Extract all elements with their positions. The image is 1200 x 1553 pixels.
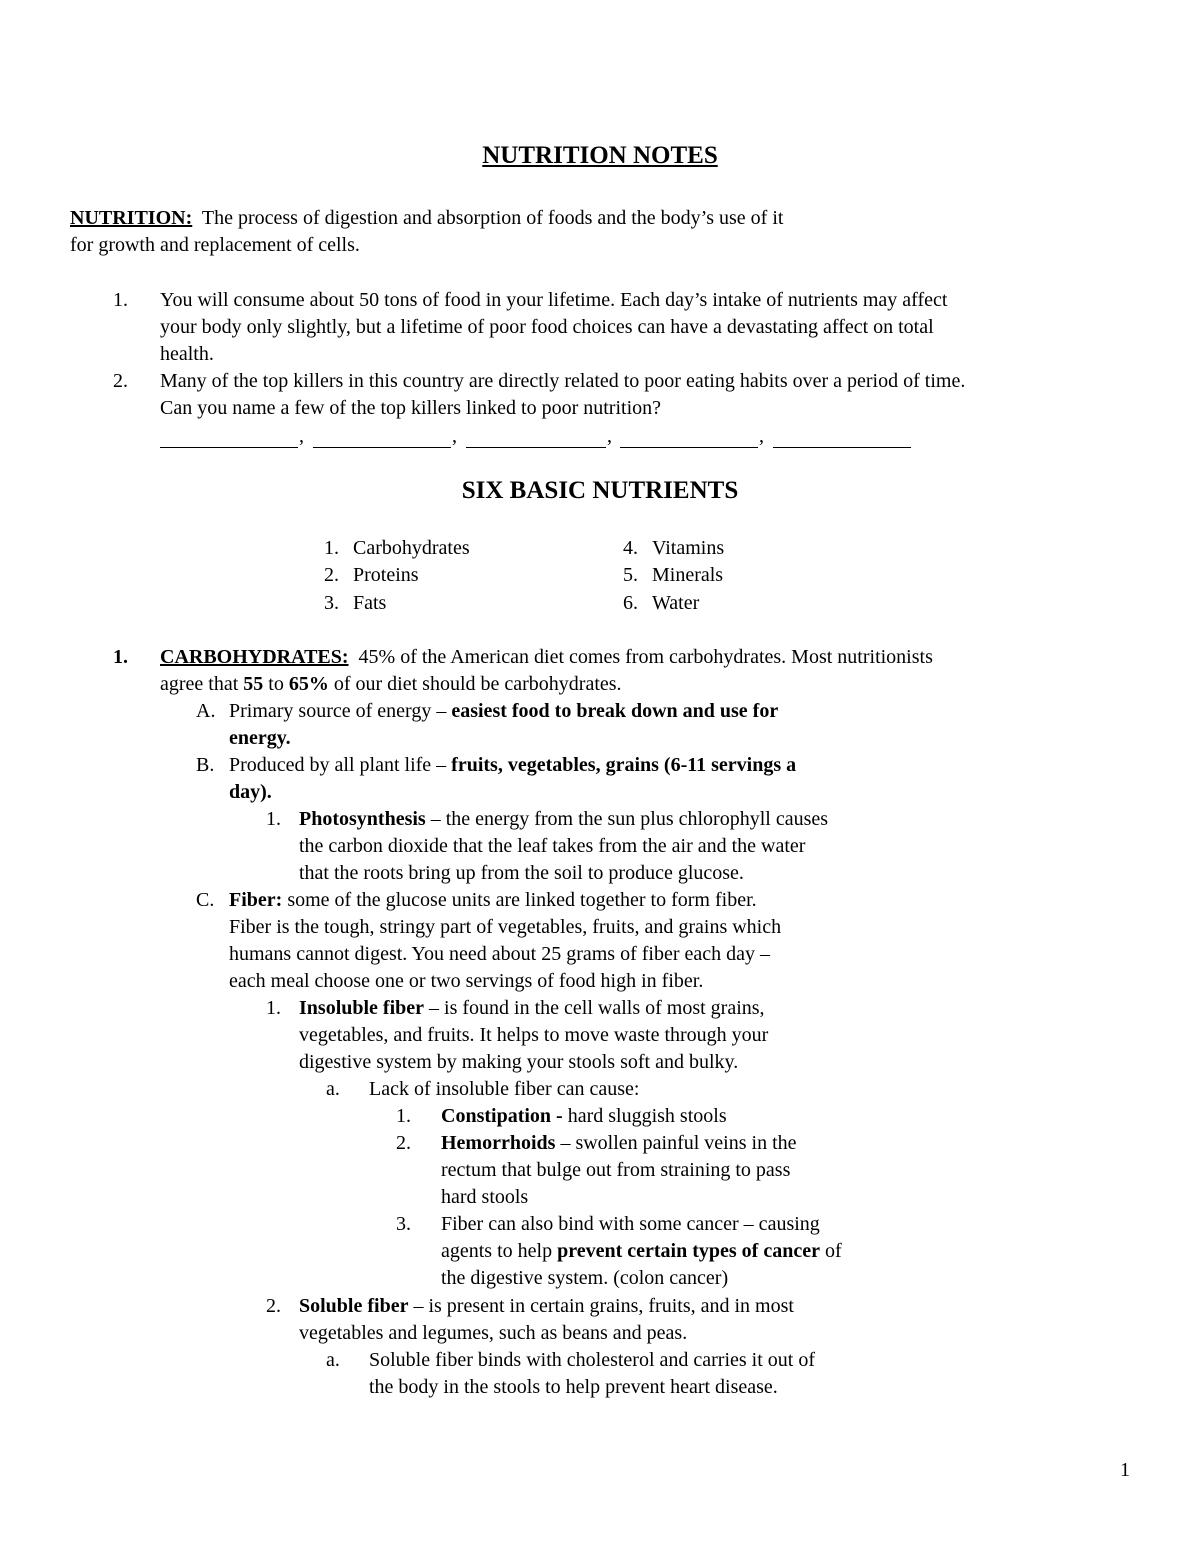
- outline-letter: C.: [196, 889, 215, 911]
- item-bold-text: Photosynthesis: [299, 808, 426, 830]
- nutrient-name: Water: [652, 592, 700, 614]
- definition-line-2: for growth and replacement of cells.: [70, 234, 360, 256]
- cancer-line-2: [441, 1238, 842, 1265]
- soluble-a-line-1: Soluble fiber binds with cholesterol and carries it out of: [369, 1349, 816, 1371]
- outline-item-a-cont: energy.: [229, 727, 291, 749]
- item-text: Produced by all plant life –: [229, 754, 452, 776]
- nutrient-number: 6.: [623, 592, 638, 614]
- fiber-line-1: [229, 887, 757, 914]
- nutrient-name: Carbohydrates: [353, 537, 470, 559]
- item-text: – the energy from the sun plus chlorophyll causes: [425, 808, 829, 830]
- soluble-a-line-2: the body in the stools to help prevent heart disease.: [369, 1376, 778, 1398]
- constipation-line: [441, 1103, 727, 1130]
- fact-line: Many of the top killers in this country are directly related to poor eating habits over a period of time.: [160, 370, 966, 392]
- nutrient-number: 3.: [324, 592, 339, 614]
- blank-separator: ,: [759, 425, 764, 447]
- cancer-line-1: Fiber can also bind with some cancer – causing: [441, 1213, 820, 1235]
- blank-separator: ,: [452, 425, 457, 447]
- item-text: – is present in certain grains, fruits, and in most: [408, 1295, 794, 1317]
- item-bold-text: prevent certain types of cancer: [557, 1240, 820, 1262]
- page-title: NUTRITION NOTES: [482, 142, 718, 169]
- fact-line: You will consume about 50 tons of food in your lifetime. Each day’s intake of nutrients may affect: [160, 289, 948, 311]
- answer-blank[interactable]: [620, 427, 758, 448]
- cancer-line-3: the digestive system. (colon cancer): [441, 1267, 729, 1289]
- blank-separator: ,: [299, 425, 304, 447]
- insoluble-line-3: digestive system by making your stools soft and bulky.: [299, 1051, 739, 1073]
- sub-letter: a.: [326, 1349, 340, 1371]
- item-bold-text: easiest food to break down and use for: [451, 700, 779, 722]
- insoluble-line-1: [299, 995, 765, 1022]
- item-text: hard sluggish stools: [562, 1105, 727, 1127]
- item-bold-text: Insoluble fiber: [299, 997, 425, 1019]
- outline-item-b-cont: day).: [229, 781, 272, 803]
- outline-item-b: [229, 752, 796, 779]
- sub-number: 1.: [266, 808, 281, 830]
- item-text: – swollen painful veins in the: [555, 1132, 797, 1154]
- sub-number: 2.: [266, 1295, 281, 1317]
- fact-line: Can you name a few of the top killers linked to poor nutrition?: [160, 397, 661, 419]
- answer-blank[interactable]: [160, 427, 298, 448]
- definition-line-1: [70, 205, 783, 232]
- item-bold-text: fruits, vegetables, grains (6-11 servings a: [451, 754, 797, 776]
- intro-text: to: [263, 673, 289, 695]
- sub-sub-number: 2.: [396, 1132, 411, 1154]
- nutrient-number: 5.: [623, 564, 638, 586]
- fact-number: 2.: [113, 370, 128, 392]
- item-text: – is found in the cell walls of most grains,: [424, 997, 765, 1019]
- nutrient-name: Vitamins: [652, 537, 725, 559]
- intro-bold-value: 55: [243, 673, 264, 695]
- nutrient-name: Fats: [353, 592, 387, 614]
- nutrient-number: 4.: [623, 537, 638, 559]
- sub-number: 1.: [266, 997, 281, 1019]
- insoluble-line-2: vegetables, and fruits. It helps to move waste through your: [299, 1024, 769, 1046]
- page-number: 1: [1120, 1459, 1130, 1481]
- carbs-intro-line-1: [160, 644, 933, 671]
- item-bold-text: Constipation -: [441, 1105, 563, 1127]
- item-text: Primary source of energy –: [229, 700, 452, 722]
- item-bold-text: Soluble fiber: [299, 1295, 409, 1317]
- fiber-line-3: humans cannot digest. You need about 25 grams of fiber each day –: [229, 943, 770, 965]
- soluble-line-1: [299, 1293, 794, 1320]
- nutrient-name: Proteins: [353, 564, 419, 586]
- fact-number: 1.: [113, 289, 128, 311]
- fiber-line-4: each meal choose one or two servings of food high in fiber.: [229, 970, 704, 992]
- nutrient-name: Minerals: [652, 564, 724, 586]
- item-text: agents to help: [441, 1240, 558, 1262]
- intro-text: of our diet should be carbohydrates.: [328, 673, 622, 695]
- nutrient-number: 2.: [324, 564, 339, 586]
- hemorrhoids-line-1: [441, 1130, 797, 1157]
- fact-line: health.: [160, 343, 214, 365]
- hemorrhoids-line-3: hard stools: [441, 1186, 529, 1208]
- fiber-line-2: Fiber is the tough, stringy part of vegetables, fruits, and grains which: [229, 916, 782, 938]
- sub-letter: a.: [326, 1078, 340, 1100]
- carbs-heading: CARBOHYDRATES:: [160, 646, 349, 668]
- fact-line: your body only slightly, but a lifetime of poor food choices can have a devastating affect on total: [160, 316, 934, 338]
- carbs-intro-text: 45% of the American diet comes from carbohydrates. Most nutritionists: [358, 646, 933, 668]
- photosynthesis-line-3: that the roots bring up from the soil to produce glucose.: [299, 862, 744, 884]
- item-text: of: [819, 1240, 842, 1262]
- intro-bold-value: 65%: [288, 673, 329, 695]
- hemorrhoids-line-2: rectum that bulge out from straining to pass: [441, 1159, 791, 1181]
- answer-blank[interactable]: [466, 427, 606, 448]
- carbs-intro-line-2: [160, 671, 622, 698]
- photosynthesis-line-2: the carbon dioxide that the leaf takes from the air and the water: [299, 835, 806, 857]
- definition-text: The process of digestion and absorption of foods and the body’s use of it: [201, 207, 784, 229]
- outline-item-a: [229, 698, 778, 725]
- section-number: 1.: [113, 646, 128, 668]
- blank-separator: ,: [607, 425, 612, 447]
- outline-letter: B.: [196, 754, 215, 776]
- soluble-line-2: vegetables and legumes, such as beans and peas.: [299, 1322, 688, 1344]
- section-heading: SIX BASIC NUTRIENTS: [461, 477, 739, 504]
- outline-letter: A.: [196, 700, 216, 722]
- item-bold-text: Fiber:: [229, 889, 283, 911]
- nutrient-number: 1.: [324, 537, 339, 559]
- sub-sub-number: 1.: [396, 1105, 411, 1127]
- answer-blank[interactable]: [313, 427, 451, 448]
- photosynthesis-line-1: [299, 806, 828, 833]
- item-bold-text: Hemorrhoids: [441, 1132, 556, 1154]
- intro-text: agree that: [160, 673, 244, 695]
- sub-sub-number: 3.: [396, 1213, 411, 1235]
- definition-term: NUTRITION:: [70, 207, 193, 229]
- item-text: some of the glucose units are linked together to form fiber.: [282, 889, 757, 911]
- answer-blank[interactable]: [773, 427, 911, 448]
- insoluble-a-text: Lack of insoluble fiber can cause:: [369, 1078, 640, 1100]
